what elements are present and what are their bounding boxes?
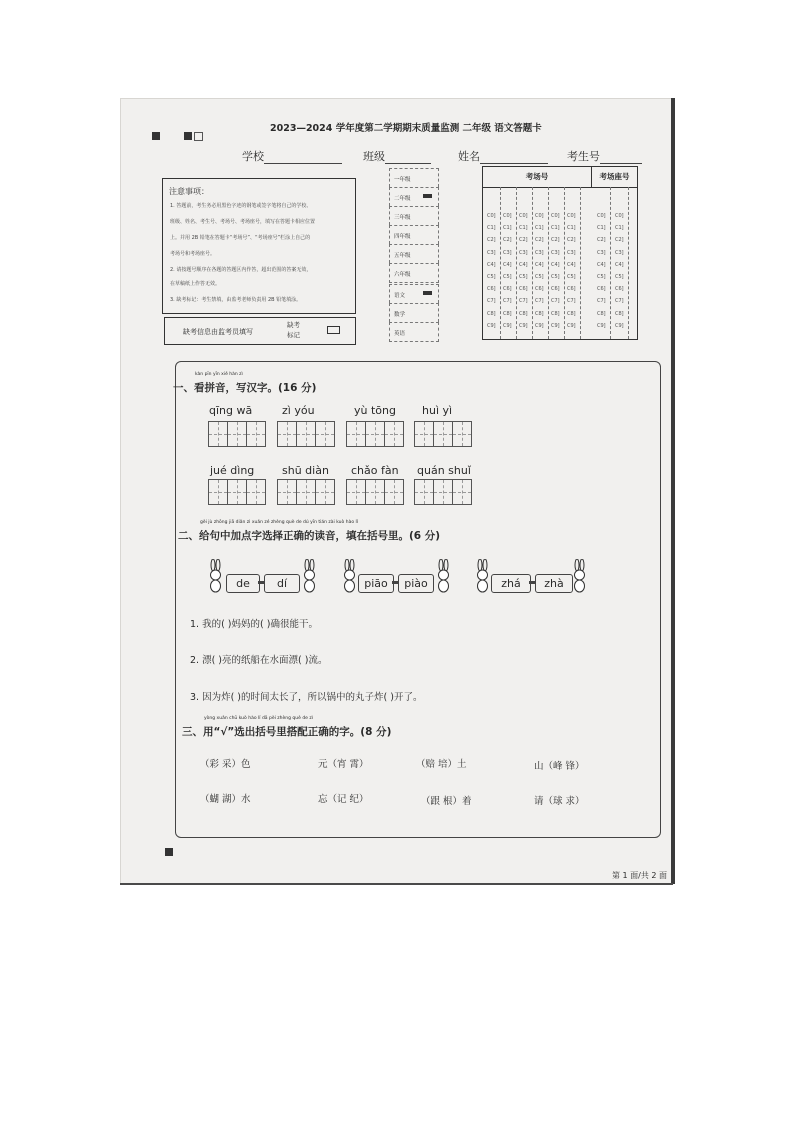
grade-selector [389,168,439,283]
grade-option[interactable]: 一年级 [389,168,439,187]
rabbit-icon [208,559,222,593]
digit-bubble[interactable]: C6] [503,286,512,293]
digit-bubble[interactable]: C8] [551,310,560,317]
digit-bubble[interactable]: C6] [567,286,576,293]
digit-bubble[interactable]: C5] [487,274,496,280]
exam-number-label: 考生号 [567,150,600,163]
class-field[interactable] [385,151,431,164]
absent-checkbox[interactable] [327,326,340,334]
pinyin-prompt: chǎo fàn [351,464,399,477]
bubble-column [533,187,549,339]
absent-box [164,317,356,345]
pinyin-option-box: de [226,574,260,593]
digit-bubble[interactable]: C9] [503,322,512,329]
digit-bubble[interactable]: C5] [551,274,560,280]
sentence-item[interactable]: 1. 我的( )妈妈的( )确很能干。 [190,619,318,630]
digit-bubble[interactable]: C1] [535,225,544,232]
digit-bubble[interactable]: C7] [615,298,624,305]
digit-bubble[interactable]: C3] [519,249,528,256]
page-footer: 第 1 面/共 2 面 [611,871,667,880]
choice-item[interactable]: （蝴 湖）水 [200,794,251,805]
exam-seat-header: 考场座号 [592,167,637,188]
pinyin-option-box: piào [398,574,434,593]
digit-bubble[interactable]: C7] [487,298,496,305]
rabbit-icon [572,559,586,593]
digit-bubble[interactable]: C7] [551,298,560,305]
pinyin-prompt: yù tōng [354,404,396,417]
digit-bubble[interactable]: C0] [615,213,624,219]
school-field[interactable] [264,151,342,164]
exam-number-table [482,166,638,340]
pinyin-prompt: jué dìng [210,464,255,477]
digit-bubble[interactable]: C7] [519,298,528,305]
pinyin-prompt: qīng wā [209,404,253,417]
digit-bubble[interactable]: C6] [597,286,606,293]
notice-line: 考场号和考场座号。 [170,251,216,257]
student-info-line [242,148,642,164]
filled-mark [423,291,432,295]
rabbit-icon [436,559,450,593]
writing-grid[interactable] [277,421,335,447]
digit-bubble[interactable]: C2] [535,237,544,244]
digit-bubble[interactable]: C7] [597,298,606,305]
section-3-title: yòng xuǎn chū kuò hào lǐ dā pèi zhèng què de zì 三、用“√”选出括号里搭配正确的字。(8 分) [182,716,392,738]
digit-bubble[interactable]: C7] [503,298,512,305]
section-1-title: kàn pīn yīn xiě hàn zì 一、看拼音，写汉字。(16 分) [173,372,317,394]
choice-item[interactable]: 忘（记 纪） [318,794,369,805]
digit-bubble[interactable]: C3] [551,249,560,256]
registration-mark-outline [194,132,203,141]
digit-bubble[interactable]: C0] [487,213,496,219]
choice-item[interactable]: 元（宵 霄） [318,759,369,770]
writing-grid[interactable] [208,421,266,447]
digit-bubble[interactable]: C0] [567,213,576,219]
rabbit-icon [475,559,489,593]
digit-bubble[interactable]: C3] [535,249,544,256]
subject-option[interactable]: 英语 [389,322,439,342]
digit-bubble[interactable]: C2] [487,237,496,244]
filled-mark [423,194,432,198]
notice-box [162,178,356,314]
writing-grid[interactable] [208,479,266,505]
sentence-item[interactable]: 2. 漂( )亮的纸船在水面漂( )流。 [190,655,328,666]
bubble-column [565,187,581,339]
notice-line: 2. 请按题号顺序在各题的答题区内作答，超出范围的答案无效， [170,267,312,273]
digit-bubble[interactable]: C3] [503,249,512,256]
digit-bubble[interactable]: C4] [597,261,606,268]
pinyin-option-box: zhà [535,574,573,593]
choice-item[interactable]: （跟 根）着 [421,796,472,807]
grade-option[interactable]: 六年级 [389,263,439,283]
writing-grid[interactable] [277,479,335,505]
answer-sheet [120,98,673,884]
digit-bubble[interactable]: C2] [551,237,560,244]
digit-bubble[interactable]: C1] [551,225,560,232]
pinyin-prompt: quán shuǐ [417,464,471,477]
digit-bubble[interactable]: C6] [615,286,624,293]
notice-line: 在草稿纸上作答无效。 [170,281,221,287]
digit-bubble[interactable]: C4] [503,261,512,268]
digit-bubble[interactable]: C9] [597,322,606,329]
digit-bubble[interactable]: C3] [615,249,624,256]
digit-bubble[interactable]: C1] [615,225,624,232]
digit-bubble[interactable]: C9] [567,322,576,329]
writing-grid[interactable] [414,421,472,447]
pinyin-option-box: piāo [358,574,394,593]
registration-mark-top [184,132,192,140]
page-edge-right [671,98,675,884]
digit-bubble[interactable]: C1] [597,225,606,232]
section-2-title: gěi jù zhōng jiā diǎn zì xuǎn zé zhèng què de dú yīn tián zài kuò hào lǐ 二、给句中加点字选择正确的读音，填在括号里。(6 分) [178,520,441,542]
grade-option[interactable]: 三年级 [389,206,439,225]
notice-line: 3. 缺考标记：考生禁填，由监考老师负责用 2B 铅笔填涂。 [170,297,302,303]
digit-bubble[interactable]: C9] [535,322,544,329]
notice-line: 班级、姓名、考生号、考场号、考场座号，填写在答题卡相应位置 [170,219,316,225]
digit-bubble[interactable]: C8] [567,310,576,317]
choice-item[interactable]: 山（峰 锋） [534,761,585,772]
digit-bubble[interactable]: C4] [519,261,528,268]
digit-bubble[interactable]: C4] [615,261,624,268]
name-field[interactable] [480,151,548,164]
digit-bubble[interactable]: C9] [487,322,496,329]
bubble-column [485,187,501,339]
absent-mark-label: 缺考 标记 [287,321,300,339]
digit-bubble[interactable]: C0] [503,213,512,219]
digit-bubble[interactable]: C6] [535,286,544,293]
grade-option[interactable]: 二年级 [389,187,439,206]
notice-line: 上。并用 2B 铅笔在答题卡“考场号”、“考场座号”栏涂上自己的 [170,235,311,241]
notice-line: 1. 答题前，考生务必用黑色字迹的钢笔或签字笔将自己的学校、 [170,203,312,209]
digit-bubble[interactable]: C8] [597,310,606,317]
bubble-column [613,187,629,339]
section-1-pinyin: kàn pīn yīn xiě hàn zì [195,372,243,377]
bubble-column [501,187,517,339]
digit-bubble[interactable]: C7] [535,298,544,305]
exam-number-field[interactable] [600,151,642,164]
digit-bubble[interactable]: C1] [503,225,512,232]
digit-bubble[interactable]: C1] [487,225,496,232]
digit-bubble[interactable]: C8] [615,310,624,317]
digit-bubble[interactable]: C3] [597,249,606,256]
choice-item[interactable]: （彩 采）色 [200,759,251,770]
digit-bubble[interactable]: C8] [487,310,496,317]
choice-item[interactable]: （赔 培）土 [416,759,467,770]
digit-bubble[interactable]: C5] [615,274,624,280]
page-edge-bottom [120,883,673,885]
digit-bubble[interactable]: C3] [487,249,496,256]
digit-bubble[interactable]: C9] [519,322,528,329]
section-3-pinyin: yòng xuǎn chū kuò hào lǐ dā pèi zhèng què de zì [204,716,313,721]
bubble-column [517,187,533,339]
digit-bubble[interactable]: C1] [519,225,528,232]
pinyin-prompt: zì yóu [282,404,315,417]
digit-bubble[interactable]: C7] [567,298,576,305]
digit-bubble[interactable]: C0] [535,213,544,219]
writing-grid[interactable] [346,421,404,447]
digit-bubble[interactable]: C8] [519,310,528,317]
digit-bubble[interactable]: C5] [597,274,606,280]
digit-bubble[interactable]: C9] [551,322,560,329]
pinyin-option-box: dí [264,574,300,593]
section-2-pinyin: gěi jù zhōng jiā diǎn zì xuǎn zé zhèng què de dú yīn tián zài kuò hào lǐ [200,520,359,525]
notice-title: 注意事项： [169,187,209,196]
grade-option[interactable]: 四年级 [389,225,439,244]
pinyin-prompt: huì yì [422,404,453,417]
digit-bubble[interactable]: C5] [503,274,512,280]
exam-room-header: 考场号 [483,167,592,188]
choice-item[interactable]: 请（球 求） [534,796,585,807]
digit-bubble[interactable]: C5] [519,274,528,280]
digit-bubble[interactable]: C2] [567,237,576,244]
class-label: 班级 [363,150,385,163]
registration-mark-top-left [152,132,160,140]
rabbit-icon [342,559,356,593]
digit-bubble[interactable]: C0] [597,213,606,219]
sheet-title: 2023—2024 学年度第二学期期末质量监测 二年级 语文答题卡 [270,123,542,134]
digit-bubble[interactable]: C4] [487,261,496,268]
digit-bubble[interactable]: C2] [519,237,528,244]
rabbit-icon [302,559,316,593]
digit-bubble[interactable]: C8] [535,310,544,317]
bubble-column [549,187,565,339]
pinyin-prompt: shū diàn [282,464,329,477]
name-label: 姓名 [458,150,480,163]
subject-option[interactable]: 数学 [389,303,439,322]
sentence-item[interactable]: 3. 因为炸( )的时间太长了，所以锅中的丸子炸( )开了。 [190,692,423,703]
registration-mark-bottom-left [165,848,173,856]
digit-bubble[interactable]: C5] [567,274,576,280]
digit-bubble[interactable]: C4] [535,261,544,268]
digit-bubble[interactable]: C8] [503,310,512,317]
writing-grid[interactable] [346,479,404,505]
digit-bubble[interactable]: C9] [615,322,624,329]
digit-bubble[interactable]: C3] [567,249,576,256]
absent-label: 缺考信息由监考员填写 [183,328,253,336]
digit-bubble[interactable]: C5] [535,274,544,280]
digit-bubble[interactable]: C6] [551,286,560,293]
digit-bubble[interactable]: C1] [567,225,576,232]
digit-bubble[interactable]: C0] [551,213,560,219]
digit-bubble[interactable]: C2] [597,237,606,244]
digit-bubble[interactable]: C2] [615,237,624,244]
writing-grid[interactable] [414,479,472,505]
grade-option[interactable]: 五年级 [389,244,439,263]
school-label: 学校 [242,150,264,163]
digit-bubble[interactable]: C0] [519,213,528,219]
digit-bubble[interactable]: C6] [519,286,528,293]
digit-bubble[interactable]: C4] [567,261,576,268]
digit-bubble[interactable]: C6] [487,286,496,293]
digit-bubble[interactable]: C2] [503,237,512,244]
bubble-column [595,187,611,339]
digit-bubble[interactable]: C4] [551,261,560,268]
subject-selector [389,284,439,342]
subject-option[interactable]: 语文 [389,284,439,303]
pinyin-option-box: zhá [491,574,531,593]
